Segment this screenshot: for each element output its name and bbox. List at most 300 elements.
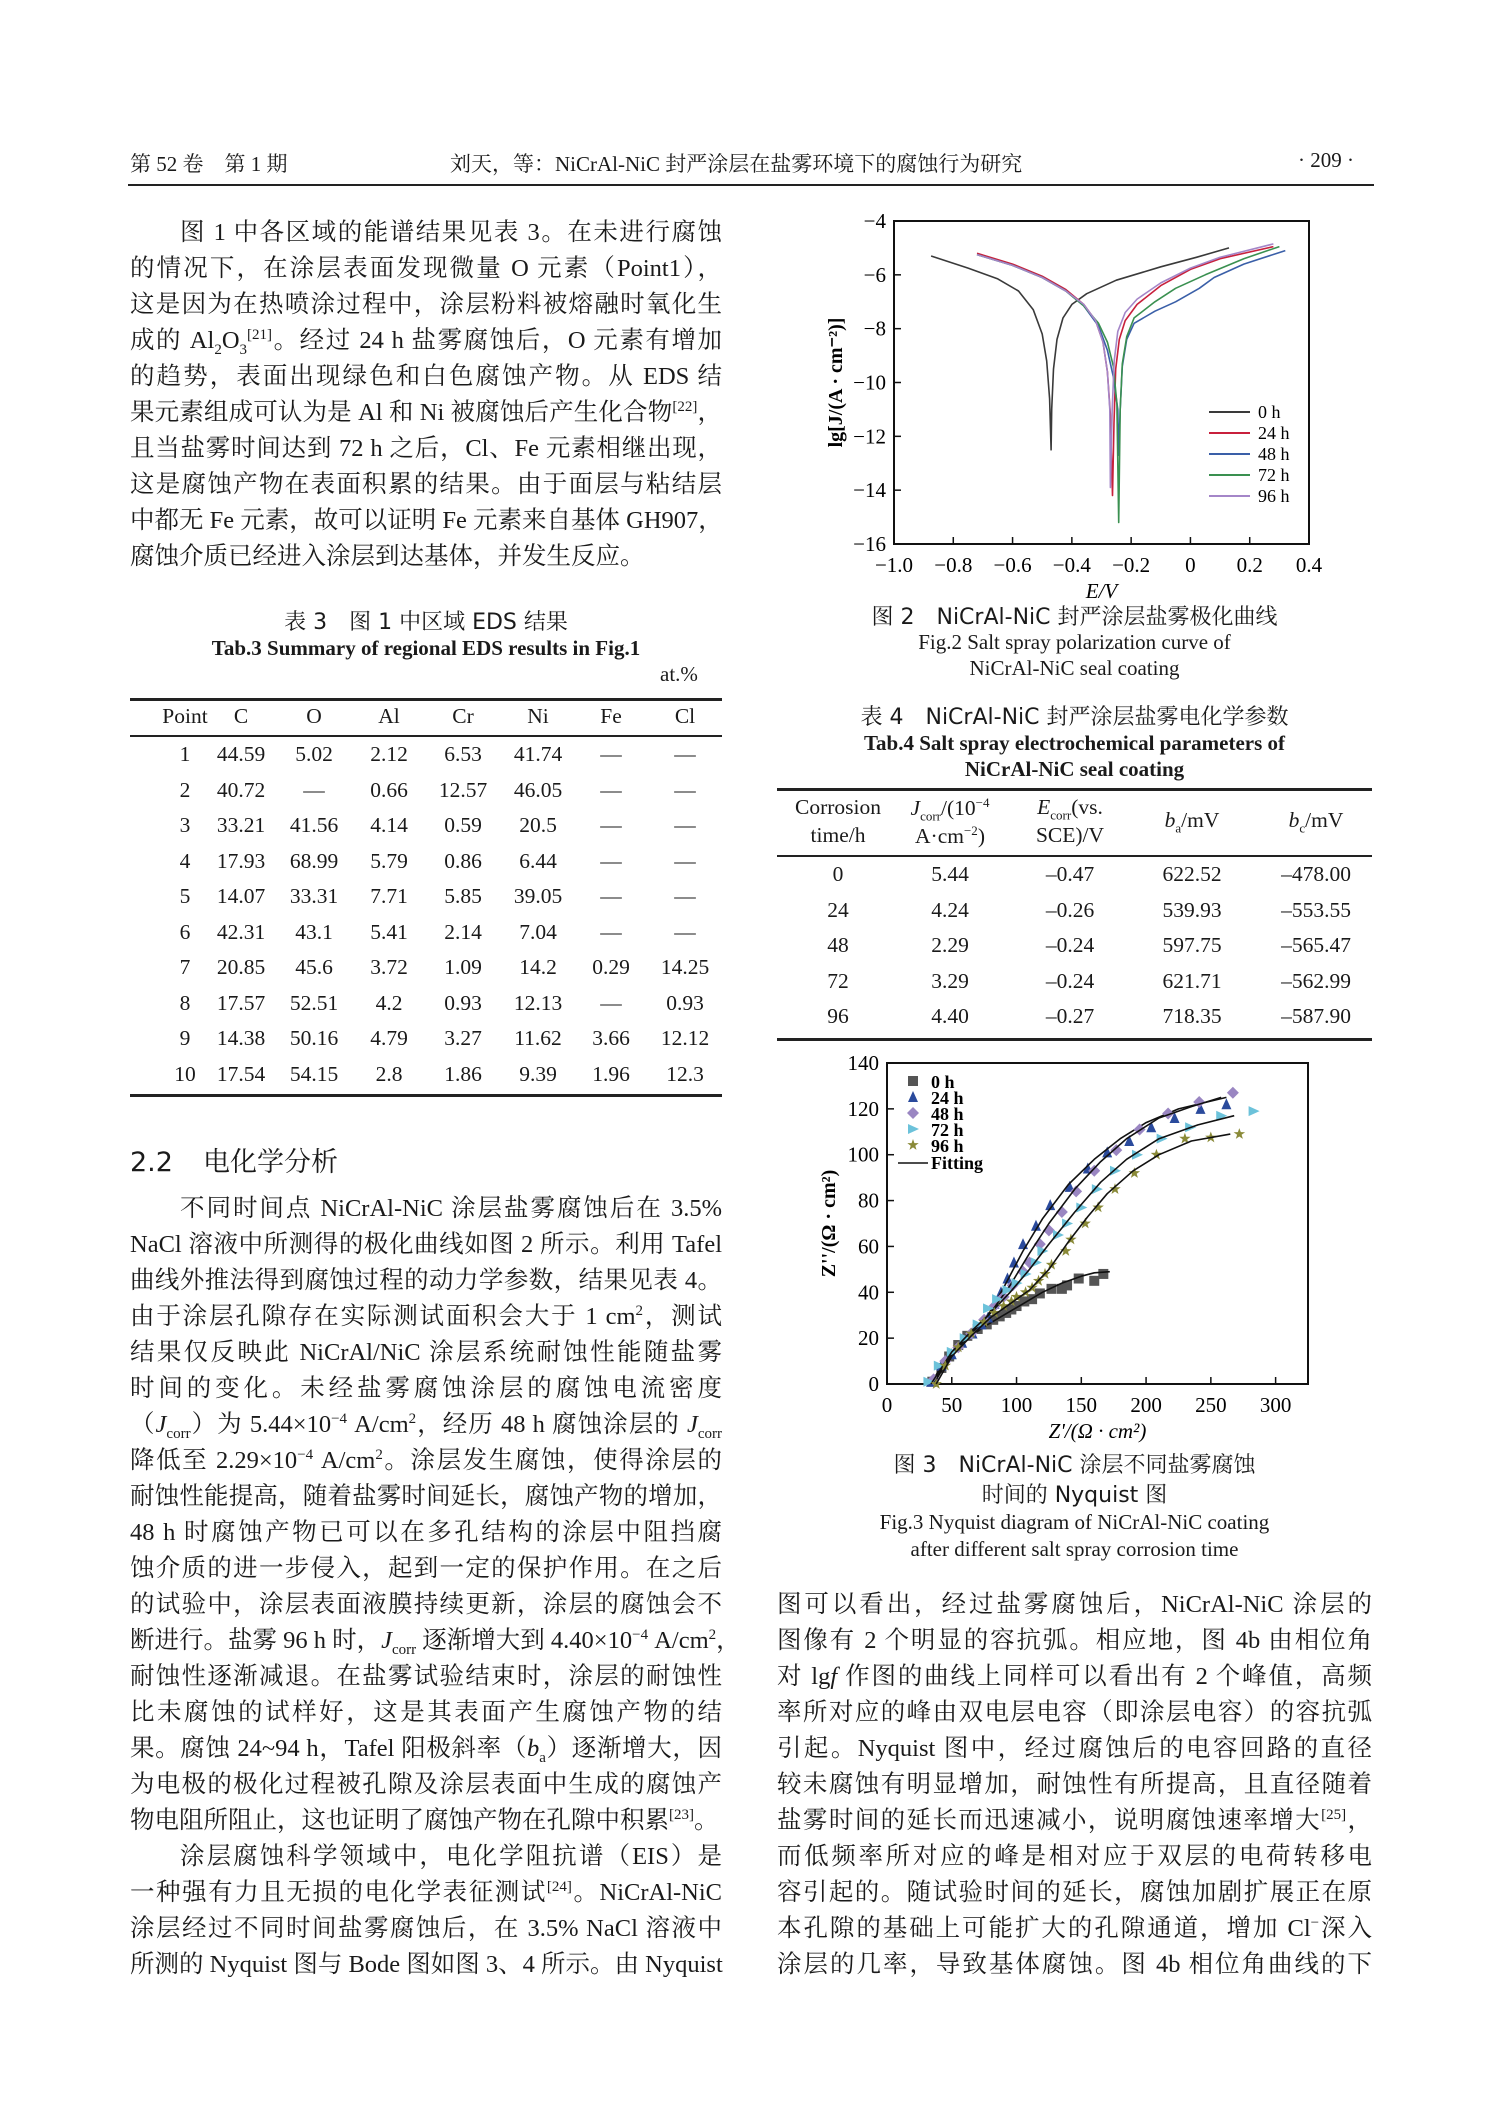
- table4-cell: –0.24: [1045, 933, 1095, 957]
- table3-cell: —: [674, 919, 696, 944]
- y-tick-label: 140: [847, 1051, 879, 1075]
- text-line: [130, 1227, 722, 1263]
- text-segment: Corrosion: [795, 795, 881, 819]
- text-line: [130, 431, 722, 467]
- text-segment: 的情况下，在涂层表面发现微量 O 元素（Point1），: [130, 255, 722, 282]
- text-segment: E: [1037, 795, 1051, 819]
- x-tick-label: 300: [1259, 1393, 1292, 1417]
- text-line: [130, 1695, 722, 1731]
- marker-triangle: [1018, 1238, 1028, 1249]
- text-line: [777, 1911, 1372, 1947]
- text-segment: −4: [632, 1626, 649, 1643]
- text-segment: 2: [214, 341, 222, 358]
- text-line: [130, 1515, 722, 1551]
- table3-cell: 4.79: [370, 1026, 408, 1050]
- table3-cell: 0.29: [592, 955, 630, 979]
- table3-cell: 41.56: [289, 813, 339, 837]
- text-line: [777, 1947, 1372, 1983]
- text-segment: NaCl 溶液中所测得的极化曲线如图 2 所示。利用 Tafel: [130, 1231, 722, 1258]
- marker-triangle: [908, 1091, 918, 1102]
- text-segment: c: [1299, 820, 1306, 836]
- text-segment: −2: [963, 823, 978, 838]
- text-segment: −4: [331, 1410, 348, 1427]
- text-segment: 引起。Nyquist 图中，经过腐蚀后的电容回路的直径: [777, 1735, 1372, 1762]
- header-title: 刘天，等：NiCrAl-NiC 封严涂层在盐雾环境下的腐蚀行为研究: [450, 152, 1023, 176]
- text-segment: 这是腐蚀产物在表面积累的结果。由于面层与粘结层: [130, 471, 722, 498]
- table3-cell: —: [600, 777, 622, 802]
- table3-cell: 17.93: [216, 848, 266, 873]
- text-segment: A/cm: [313, 1447, 376, 1474]
- table3-cell: 1: [179, 742, 191, 766]
- table4-cell: 96: [827, 1004, 849, 1028]
- y-axis-label: Z''/(Ω · cm²): [818, 1169, 840, 1278]
- x-tick-label: 200: [1130, 1393, 1162, 1417]
- text-segment: /mV: [1181, 808, 1220, 832]
- text-segment: 耐蚀性逐渐减退。在盐雾试验结束时，涂层的耐蚀性: [130, 1663, 722, 1690]
- table3-cell: 42.31: [216, 919, 266, 944]
- table3-cell: —: [674, 777, 696, 802]
- table3-cell: 14.38: [216, 1026, 266, 1050]
- table4-cell: 622.52: [1162, 862, 1222, 886]
- text-segment: 所测的 Nyquist 图与 Bode 图如图 3、4 所示。由 Nyquist: [130, 1951, 723, 1978]
- fig3-caption-en-1: Fig.3 Nyquist diagram of NiCrAl-NiC coating: [879, 1510, 1270, 1534]
- y-axis-label: lg[J/(A · cm⁻²)]: [825, 317, 847, 448]
- legend-fitting-label: Fitting: [931, 1153, 983, 1173]
- text-segment: b: [1288, 808, 1300, 832]
- table3-cell: 10: [174, 1061, 196, 1086]
- text-segment: 。经过 24 h 盐雾腐蚀后，O 元素有增加: [272, 327, 723, 354]
- text-segment: ，测试: [643, 1303, 722, 1330]
- text-line: [777, 1803, 1372, 1839]
- x-tick-label: 250: [1195, 1393, 1227, 1417]
- text-segment: [24]: [546, 1878, 572, 1895]
- header-rule: [128, 184, 1374, 186]
- table4-header-cell: [905, 795, 995, 824]
- text-segment: 曲线外推法得到腐蚀过程的动力学参数，结果见表 4。: [130, 1267, 722, 1294]
- text-line: [130, 395, 722, 431]
- text-segment: corr: [166, 1425, 191, 1442]
- table4-cell: 539.93: [1162, 897, 1222, 922]
- table3-cell: 2.8: [375, 1061, 403, 1086]
- table4-header-cell: [793, 795, 883, 820]
- table4-title-en-2: NiCrAl-NiC seal coating: [964, 757, 1185, 781]
- text-segment: 中都无 Fe 元素，故可以证明 Fe 元素来自基体 GH907，: [130, 507, 723, 534]
- text-line: [180, 1839, 722, 1875]
- text-segment: corr: [1050, 807, 1072, 823]
- text-line: [130, 1479, 722, 1515]
- text-segment: 图像有 2 个明显的容抗弧。相应地，图 4b 由相位角: [777, 1627, 1372, 1654]
- volume: 第 52 卷: [130, 152, 204, 176]
- table3-cell: 40.72: [216, 777, 266, 802]
- table3-cell: 7.04: [519, 919, 557, 944]
- table3-cell: 9.39: [519, 1061, 557, 1086]
- legend-label: 96 h: [931, 1136, 964, 1156]
- text-segment: 不同时间点 NiCrAl-NiC 涂层盐雾腐蚀后在 3.5%: [180, 1195, 722, 1222]
- table3-cell: 5.41: [370, 919, 408, 944]
- legend-label: 24 h: [931, 1088, 964, 1108]
- table3-header-cell: C: [233, 704, 249, 728]
- table3-cell: 8: [179, 990, 191, 1015]
- fitting-line-24h: [932, 1097, 1226, 1384]
- table3-cell: 0.66: [370, 777, 408, 802]
- text-segment: 2: [635, 1302, 644, 1319]
- table4-cell: 2.29: [931, 933, 969, 957]
- text-segment: [21]: [247, 326, 273, 343]
- text-line: [130, 539, 722, 575]
- text-segment: ，: [1346, 1807, 1373, 1834]
- text-segment: 一种强有力且无损的电化学表征测试: [130, 1879, 547, 1906]
- table3-header-cell: Al: [378, 704, 400, 728]
- table3-header-cell: O: [306, 704, 322, 728]
- table3-cell: 4.14: [370, 813, 408, 837]
- legend-label: 0 h: [1258, 402, 1281, 422]
- text-line: [130, 1911, 722, 1947]
- table3-cell: 44.59: [216, 742, 266, 766]
- marker-square: [1089, 1276, 1099, 1286]
- text-segment: 涂层腐蚀科学领域中，电化学阻抗谱（EIS）是: [180, 1843, 722, 1870]
- text-segment: 由于涂层孔隙存在实际测试面积会大于 1 cm: [130, 1303, 636, 1330]
- text-segment: corr: [697, 1425, 723, 1442]
- text-segment: 腐蚀介质已经进入涂层到达基体，并发生反应。: [130, 543, 645, 570]
- table3-unit: at.%: [660, 662, 698, 686]
- text-segment: time/h: [810, 823, 866, 847]
- text-segment: 的试验中，涂层表面液膜持续更新，涂层的腐蚀会不: [130, 1591, 722, 1618]
- x-tick-label: −0.8: [934, 553, 973, 577]
- table3-cell: 7: [179, 955, 191, 979]
- text-segment: −: [1310, 1914, 1320, 1931]
- table3-title-cn: 表 3 图 1 中区域 EDS 结果: [284, 610, 568, 635]
- y-tick-label: 100: [847, 1142, 879, 1167]
- y-tick-label: −16: [853, 532, 886, 556]
- text-segment: ）逐渐增大，因: [545, 1735, 722, 1762]
- section-title: 电化学分析: [202, 1147, 338, 1178]
- table4-cell: –0.24: [1045, 968, 1095, 993]
- text-segment: [23]: [669, 1806, 694, 1823]
- text-segment: 涂层的几率，导致基体腐蚀。图 4b 相位角曲线的下: [777, 1951, 1372, 1978]
- y-tick-label: 80: [858, 1188, 879, 1213]
- text-segment: f: [830, 1663, 838, 1690]
- table4-cell: 24: [827, 897, 849, 922]
- table3-cell: 11.62: [514, 1026, 562, 1050]
- table3-cell: 3.66: [592, 1026, 630, 1050]
- table3-cell: 5: [179, 884, 191, 908]
- y-tick-label: 20: [858, 1326, 879, 1351]
- text-line: [130, 323, 722, 359]
- text-segment: 蚀介质的进一步侵入，起到一定的保护作用。在之后: [130, 1555, 722, 1582]
- legend-label: 72 h: [931, 1120, 964, 1140]
- x-axis-label: Z'/(Ω · cm²): [1048, 1419, 1147, 1443]
- text-line: [777, 1875, 1372, 1911]
- x-tick-label: 0: [881, 1393, 893, 1417]
- text-line: [180, 215, 722, 251]
- text-segment: 2: [408, 1410, 417, 1427]
- table3-cell: —: [600, 990, 622, 1015]
- text-segment: 深入: [1319, 1915, 1372, 1942]
- text-segment: corr: [392, 1641, 417, 1658]
- text-segment: corr: [920, 808, 941, 824]
- table3-cell: 20.5: [519, 813, 557, 837]
- marker-right-triangle: [1110, 1166, 1121, 1176]
- text-segment: 比未腐蚀的试样好，这是其表面产生腐蚀产物的结: [130, 1699, 722, 1726]
- text-segment: /(10: [941, 796, 976, 821]
- text-segment: [25]: [1321, 1806, 1347, 1823]
- table4-header-cell: [1025, 823, 1115, 848]
- text-line: [130, 1407, 722, 1443]
- table3-cell: 4: [179, 848, 191, 873]
- text-segment: 成的 Al: [130, 327, 215, 354]
- table3-cell: 6.44: [519, 848, 557, 873]
- table3-cell: —: [674, 742, 696, 766]
- table3-cell: 5.79: [370, 848, 408, 873]
- legend-label: 0 h: [931, 1072, 955, 1092]
- series-line-96h: [977, 244, 1273, 488]
- text-segment: 。: [694, 1807, 719, 1834]
- table3-cell: —: [600, 742, 622, 766]
- legend-label: 48 h: [931, 1104, 964, 1124]
- y-tick-label: −4: [863, 209, 886, 233]
- table4-header-cell: [1147, 808, 1237, 836]
- text-segment: ，: [716, 1627, 741, 1654]
- table4-header-cell: [905, 823, 995, 849]
- text-line: [130, 503, 722, 539]
- text-line: [130, 1731, 722, 1767]
- table3-cell: —: [674, 813, 696, 837]
- text-segment: 对 lg: [777, 1663, 831, 1690]
- text-segment: J: [155, 1411, 167, 1438]
- fig2-caption-cn: 图 2 NiCrAl-NiC 封严涂层盐雾极化曲线: [871, 605, 1278, 630]
- text-line: [777, 1659, 1372, 1695]
- marker-square: [1098, 1269, 1108, 1279]
- table3-title-en: Tab.3 Summary of regional EDS results in Fig.1: [211, 636, 641, 660]
- table3-cell: 14.2: [519, 955, 557, 979]
- text-segment: J: [381, 1627, 392, 1654]
- text-segment: ，经历 48 h 腐蚀涂层的: [416, 1411, 687, 1438]
- table4-cell: 3.29: [931, 968, 969, 993]
- table4-cell: 4.24: [931, 897, 969, 922]
- text-segment: 盐雾时间的延长而迅速减小，说明腐蚀速率增大: [777, 1807, 1322, 1834]
- table3-cell: 20.85: [216, 955, 266, 979]
- text-line: [130, 251, 722, 287]
- marker-right-triangle: [908, 1124, 919, 1134]
- table3-cell: 7.71: [370, 884, 408, 908]
- table3-cell: 0.93: [666, 990, 704, 1015]
- y-tick-label: −12: [853, 424, 886, 449]
- fitting-line-48h: [934, 1097, 1222, 1384]
- text-segment: 结果仅反映此 NiCrAl/NiC 涂层系统耐蚀性能随盐雾: [130, 1339, 722, 1366]
- table3-cell: 43.1: [295, 919, 333, 944]
- text-segment: 时间的变化。未经盐雾腐蚀涂层的腐蚀电流密度: [130, 1375, 722, 1402]
- table3-cell: 12.13: [513, 990, 563, 1015]
- table3-cell: 4.2: [375, 990, 403, 1015]
- page-number: · 209 ·: [1298, 148, 1354, 172]
- y-tick-label: 40: [858, 1280, 879, 1305]
- text-segment: −4: [297, 1446, 314, 1463]
- table3-cell: 9: [179, 1026, 191, 1050]
- text-segment: 48 h 时腐蚀产物已可以在多孔结构的涂层中阻挡腐: [130, 1519, 722, 1546]
- x-tick-label: 150: [1065, 1393, 1098, 1417]
- table3-cell: 33.21: [216, 813, 266, 837]
- table3-cell: —: [600, 884, 622, 908]
- marker-square: [908, 1076, 918, 1086]
- table3-cell: 12.3: [666, 1061, 704, 1086]
- text-line: [130, 1263, 722, 1299]
- header-volume: [130, 148, 288, 178]
- x-tick-label: 0: [1185, 553, 1196, 577]
- text-line: [130, 1659, 722, 1695]
- text-segment: 逐渐增大到 4.40×10: [416, 1627, 633, 1654]
- text-line: [777, 1623, 1372, 1659]
- text-segment: 果。腐蚀 24~94 h，Tafel 阳极斜率（: [130, 1735, 527, 1762]
- text-line: [130, 1623, 741, 1659]
- table3-cell: 17.54: [216, 1061, 266, 1086]
- text-line: [777, 1839, 1372, 1875]
- text-segment: 且当盐雾时间达到 72 h 之后，Cl、Fe 元素相继出现，: [130, 435, 722, 462]
- text-segment: J: [910, 796, 921, 821]
- text-segment: 本孔隙的基础上可能扩大的孔隙通道，增加 Cl: [777, 1915, 1311, 1942]
- fig3-caption-cn-2: 时间的 Nyquist 图: [981, 1483, 1168, 1508]
- text-segment: 较未腐蚀有明显增加，耐蚀性有所提高，且直径随着: [777, 1771, 1372, 1798]
- text-segment: J: [686, 1411, 698, 1438]
- text-line: [130, 287, 722, 323]
- text-segment: a: [1175, 820, 1182, 836]
- table3-cell: 39.05: [513, 884, 563, 908]
- text-line: [777, 1695, 1372, 1731]
- table4-cell: –553.55: [1281, 897, 1351, 922]
- table3-cell: —: [674, 884, 696, 908]
- series-line-24h: [977, 247, 1273, 496]
- text-segment: 耐蚀性能提高，随着盐雾时间延长，腐蚀产物的增加，: [130, 1483, 722, 1510]
- table3-cell: 3: [179, 813, 191, 837]
- table3-cell: 3.72: [370, 955, 408, 979]
- text-segment: /mV: [1305, 808, 1344, 832]
- text-segment: 图 1 中各区域的能谱结果见表 3。在未进行腐蚀: [180, 219, 722, 246]
- table3-cell: 1.86: [444, 1061, 482, 1086]
- table4-cell: –0.26: [1045, 897, 1095, 922]
- table3-cell: 17.57: [216, 990, 266, 1015]
- table3-top-rule: [130, 698, 722, 701]
- table3-cell: 54.15: [289, 1061, 339, 1086]
- table3-cell: 5.85: [444, 884, 482, 908]
- x-tick-label: 100: [1000, 1393, 1033, 1417]
- table4-cell: 48: [827, 933, 849, 957]
- table3-cell: 1.96: [592, 1061, 630, 1086]
- table4-cell: 5.44: [931, 862, 969, 886]
- table3-header-cell: Fe: [600, 704, 622, 728]
- text-segment: 。NiCrAl-NiC: [571, 1879, 723, 1906]
- text-segment: 容引起的。随试验时间的延长，腐蚀加剧扩展正在原: [777, 1879, 1372, 1906]
- text-segment: 。涂层发生腐蚀，使得涂层的: [382, 1447, 722, 1474]
- text-segment: SCE)/V: [1035, 823, 1105, 847]
- marker-right-triangle: [1249, 1106, 1260, 1116]
- table3-cell: 3.27: [444, 1026, 482, 1050]
- table3-cell: 2.12: [370, 742, 408, 766]
- y-tick-label: 0: [868, 1372, 879, 1396]
- text-line: [180, 1191, 722, 1227]
- table4-header-rule: [777, 855, 1372, 857]
- table4-title-cn: 表 4 NiCrAl-NiC 封严涂层盐雾电化学参数: [860, 705, 1289, 730]
- text-segment: A/cm: [648, 1627, 709, 1654]
- series-line-0h: [931, 248, 1229, 450]
- table4-cell: –0.27: [1045, 1004, 1095, 1028]
- text-segment: 降低至 2.29×10: [130, 1447, 298, 1474]
- text-segment: （: [130, 1411, 156, 1438]
- marker-triangle: [1221, 1098, 1231, 1109]
- fig3-caption-cn-1: 图 3 NiCrAl-NiC 涂层不同盐雾腐蚀: [893, 1453, 1256, 1478]
- x-tick-label: 0.2: [1236, 553, 1263, 577]
- table3-cell: 6: [179, 919, 191, 944]
- text-line: [130, 1803, 722, 1839]
- table3-cell: 45.6: [295, 955, 333, 979]
- text-line: [130, 1875, 722, 1911]
- table4-bottom-rule: [777, 1038, 1372, 1041]
- text-line: [130, 1371, 722, 1407]
- y-tick-label: 120: [847, 1096, 879, 1121]
- legend-label: 96 h: [1258, 486, 1290, 506]
- text-line: [130, 1443, 722, 1479]
- text-line: [130, 1335, 722, 1371]
- text-segment: b: [527, 1735, 540, 1762]
- y-tick-label: −10: [853, 370, 886, 395]
- table3-cell: —: [600, 919, 622, 944]
- text-segment: O: [221, 327, 240, 354]
- table3-header-cell: Point: [162, 704, 208, 728]
- y-tick-label: −6: [863, 262, 886, 287]
- marker-star: [1092, 1201, 1104, 1212]
- text-line: [130, 1947, 722, 1983]
- table3-cell: 12.57: [438, 777, 488, 802]
- marker-star: [1234, 1128, 1246, 1139]
- table3-cell: 33.31: [289, 884, 339, 908]
- text-segment: 作图的曲线上同样可以看出有 2 个峰值，高频: [837, 1663, 1373, 1690]
- table3-cell: 50.16: [289, 1026, 339, 1050]
- text-segment: 果元素组成可认为是 Al 和 Ni 被腐蚀后产生化合物: [130, 399, 673, 426]
- y-tick-label: −14: [853, 478, 886, 503]
- table3-cell: —: [674, 848, 696, 873]
- fig3-caption-en-2: after different salt spray corrosion time: [910, 1537, 1239, 1561]
- table4-cell: –587.90: [1281, 1004, 1351, 1028]
- text-segment: 这是因为在热喷涂过程中，涂层粉料被熔融时氧化生: [130, 291, 722, 318]
- text-segment: 涂层经过不同时间盐雾腐蚀后，在 3.5% NaCl 溶液中: [130, 1915, 722, 1942]
- series-line-72h: [977, 247, 1279, 523]
- table3-cell: 46.05: [513, 777, 563, 802]
- table4-cell: 597.75: [1162, 933, 1222, 957]
- table4-cell: –565.47: [1281, 933, 1351, 957]
- table3-cell: 0.86: [444, 848, 482, 873]
- text-segment: 断进行。盐雾 96 h 时，: [130, 1627, 382, 1654]
- marker-diamond: [907, 1107, 919, 1119]
- text-line: [130, 1767, 722, 1803]
- table4-cell: 72: [827, 968, 849, 993]
- text-segment: A·cm: [915, 824, 964, 849]
- marker-diamond: [1088, 1165, 1100, 1177]
- legend-label: 72 h: [1258, 465, 1290, 485]
- table4-header-cell: [1271, 808, 1361, 836]
- table3-cell: 2.14: [444, 919, 482, 944]
- x-tick-label: 0.4: [1295, 553, 1323, 577]
- series-line-48h: [977, 251, 1285, 456]
- table4-title-en-1: Tab.4 Salt spray electrochemical parameters of: [863, 731, 1286, 755]
- fig2-caption-en-2: NiCrAl-NiC seal coating: [969, 656, 1180, 680]
- issue: 第 1 期: [224, 152, 288, 176]
- table3-cell: 5.02: [295, 742, 333, 766]
- table3-header-cell: Ni: [527, 704, 549, 728]
- text-line: [130, 1551, 722, 1587]
- text-segment: ): [977, 824, 985, 849]
- text-segment: 的趋势，表面出现绿色和白色腐蚀产物。从 EDS 结: [130, 363, 722, 390]
- table3-header-rule: [130, 735, 722, 737]
- y-tick-label: −8: [863, 316, 886, 341]
- table3-header-cell: Cr: [452, 704, 474, 728]
